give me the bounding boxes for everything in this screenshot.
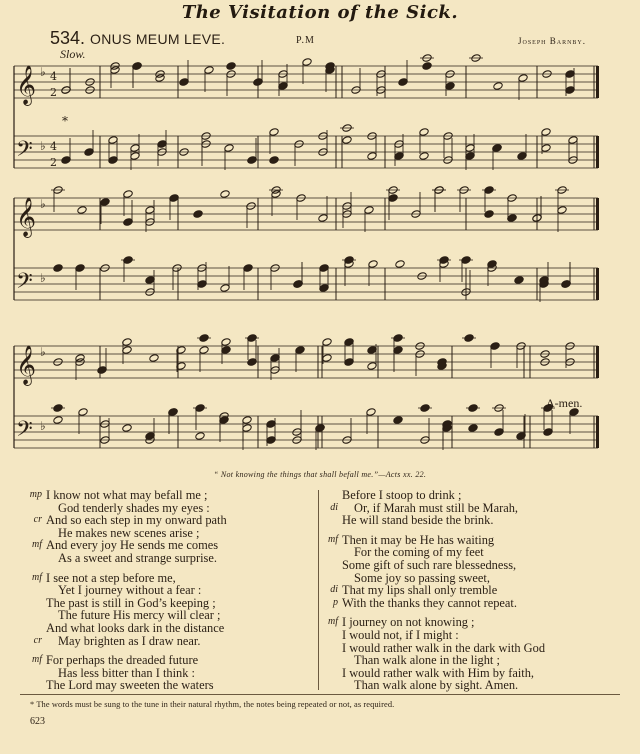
verse-text: God tenderly shades my eyes : xyxy=(58,500,210,515)
note-head xyxy=(193,210,203,219)
note-head xyxy=(195,432,205,441)
verse-text: That my lips shall only tremble xyxy=(342,583,498,598)
verse-text: Before I stoop to drink ; xyxy=(342,488,462,502)
verse-line xyxy=(33,633,308,648)
verse-text: He makes new scenes arise ; xyxy=(58,525,200,540)
page-number: 623 xyxy=(30,716,45,727)
dynamic-marking: mf xyxy=(32,571,42,583)
note-head xyxy=(226,62,236,71)
hymn-tune-name: ONUS MEUM LEVE. xyxy=(90,31,226,47)
stanza xyxy=(29,488,308,565)
note-head xyxy=(492,144,502,153)
final-bar-thick xyxy=(596,136,599,168)
dynamic-marking: di xyxy=(330,584,338,596)
note-head xyxy=(122,424,132,433)
hymn-number: 534. xyxy=(50,28,86,48)
verse-text: The Lord may sweeten the waters xyxy=(46,678,214,693)
stanza xyxy=(330,488,612,528)
verse-text: And what looks dark in the distance xyxy=(46,620,225,635)
stanza xyxy=(32,570,308,648)
verse-text: With the thanks they cannot repeat. xyxy=(342,595,517,610)
verse-text: Then it may be He has waiting xyxy=(342,532,495,547)
note-head xyxy=(468,424,478,433)
bass-clef-icon: 𝄢 xyxy=(16,269,33,299)
verse-text: Some joy so passing sweet, xyxy=(354,570,490,585)
stanza xyxy=(328,532,612,610)
epigraph: “ Not knowing the things that shall befall me.”—Acts xx. 22. xyxy=(213,470,427,479)
note-head xyxy=(514,276,524,285)
verse-line xyxy=(33,513,308,528)
verse-line xyxy=(333,595,612,610)
verse-line xyxy=(46,622,308,635)
verse-line xyxy=(29,488,308,502)
verse-text: I know not what may befall me ; xyxy=(46,488,208,502)
verse-text: Than walk alone in the light ; xyxy=(354,653,500,668)
key-signature-flat-icon: ♭ xyxy=(40,197,46,211)
verse-text: Than walk alone by sight. Amen. xyxy=(354,678,519,693)
verse-line xyxy=(46,679,308,692)
footnote: * The words must be sung to the tune in their natural rhythm, the notes being repeated or not, as required. xyxy=(30,700,395,709)
note-head xyxy=(493,82,503,91)
verse-text: The past is still in God’s keeping ; xyxy=(46,595,216,610)
dynamic-marking: cr xyxy=(33,514,42,526)
verses-left-column xyxy=(29,488,308,699)
verse-line xyxy=(342,559,612,572)
amen-label: A-men. xyxy=(546,396,583,410)
verse-line xyxy=(342,679,612,692)
note-head xyxy=(53,264,63,273)
verse-text: And so each step in my onward path xyxy=(46,513,227,528)
note-head xyxy=(422,62,432,71)
verse-line xyxy=(32,653,308,668)
treble-clef-icon: 𝄞 xyxy=(16,197,37,237)
verse-line xyxy=(46,552,308,565)
time-signature-top: 4 xyxy=(50,140,57,153)
bass-clef-icon: 𝄢 xyxy=(16,417,33,447)
key-signature-flat-icon: ♭ xyxy=(40,345,46,359)
verses-right-column xyxy=(328,488,612,699)
key-signature-flat-icon: ♭ xyxy=(40,139,46,153)
verse-line xyxy=(342,514,612,527)
note-head xyxy=(149,354,159,363)
key-signature-flat-icon: ♭ xyxy=(40,419,46,433)
key-signature-flat-icon: ♭ xyxy=(40,271,46,285)
dynamic-marking: mf xyxy=(328,533,338,545)
final-bar-thick xyxy=(596,66,599,98)
footnote-rule xyxy=(20,694,620,695)
dynamic-marking: mf xyxy=(32,654,42,666)
note-head xyxy=(395,260,405,269)
final-bar-thick xyxy=(596,268,599,300)
key-signature-flat-icon: ♭ xyxy=(40,65,46,79)
verse-text: Has less bitter than I think : xyxy=(58,665,195,680)
verse-line xyxy=(342,489,612,502)
bass-clef-icon: 𝄢 xyxy=(16,137,33,167)
dynamic-marking: p xyxy=(333,596,338,608)
note-head xyxy=(393,416,403,425)
verse-text: I see not a step before me, xyxy=(46,570,176,585)
verse-text: I would rather walk in the dark with God xyxy=(342,640,546,655)
note-head xyxy=(342,136,352,145)
treble-clef-icon: 𝄞 xyxy=(16,65,37,105)
dynamic-marking: di xyxy=(330,501,338,513)
treble-clef-icon: 𝄞 xyxy=(16,345,37,385)
verse-text: Yet I journey without a fear : xyxy=(58,583,202,598)
tempo-marking: Slow. xyxy=(60,47,86,61)
verse-text: Some gift of such rare blessedness, xyxy=(342,557,517,572)
note-head xyxy=(77,206,87,215)
hymn-meter: P.M xyxy=(296,35,315,46)
stanza xyxy=(328,615,612,693)
verse-text: For the coming of my feet xyxy=(354,545,484,560)
note-head xyxy=(269,156,279,165)
note-head xyxy=(53,416,63,425)
stanza xyxy=(32,653,308,693)
note-head xyxy=(220,190,230,199)
verse-text: I would rather walk with Him by faith, xyxy=(342,665,535,680)
verse-text: And every joy He sends me comes xyxy=(46,538,219,553)
verse-text: For perhaps the dreaded future xyxy=(46,653,199,668)
time-signature-top: 4 xyxy=(50,70,57,83)
verse-text: He will stand beside the brink. xyxy=(342,513,494,528)
dynamic-marking: mf xyxy=(32,539,42,551)
asterisk-marker: * xyxy=(62,114,68,128)
verse-text: I journey on not knowing ; xyxy=(342,615,475,630)
verse-text: May brighten as I draw near. xyxy=(58,633,201,648)
final-bar-thick xyxy=(596,416,599,448)
dynamic-marking: cr xyxy=(33,634,42,646)
verse-text: The future His mercy will clear ; xyxy=(58,608,221,623)
final-bar-thick xyxy=(596,198,599,230)
time-signature-bottom: 2 xyxy=(50,156,57,169)
dynamic-marking: mf xyxy=(328,616,338,628)
final-bar-thick xyxy=(596,346,599,378)
verse-text: I would not, if I might : xyxy=(342,627,459,642)
verse-text: Or, if Marah must still be Marah, xyxy=(354,500,518,515)
time-signature-bottom: 2 xyxy=(50,86,57,99)
page-header-title: The Visitation of the Sick. xyxy=(181,2,459,23)
hymn-composer: Joseph Barnby. xyxy=(517,36,586,46)
verse-text: As a sweet and strange surprise. xyxy=(58,550,217,565)
dynamic-marking: mp xyxy=(29,489,42,500)
